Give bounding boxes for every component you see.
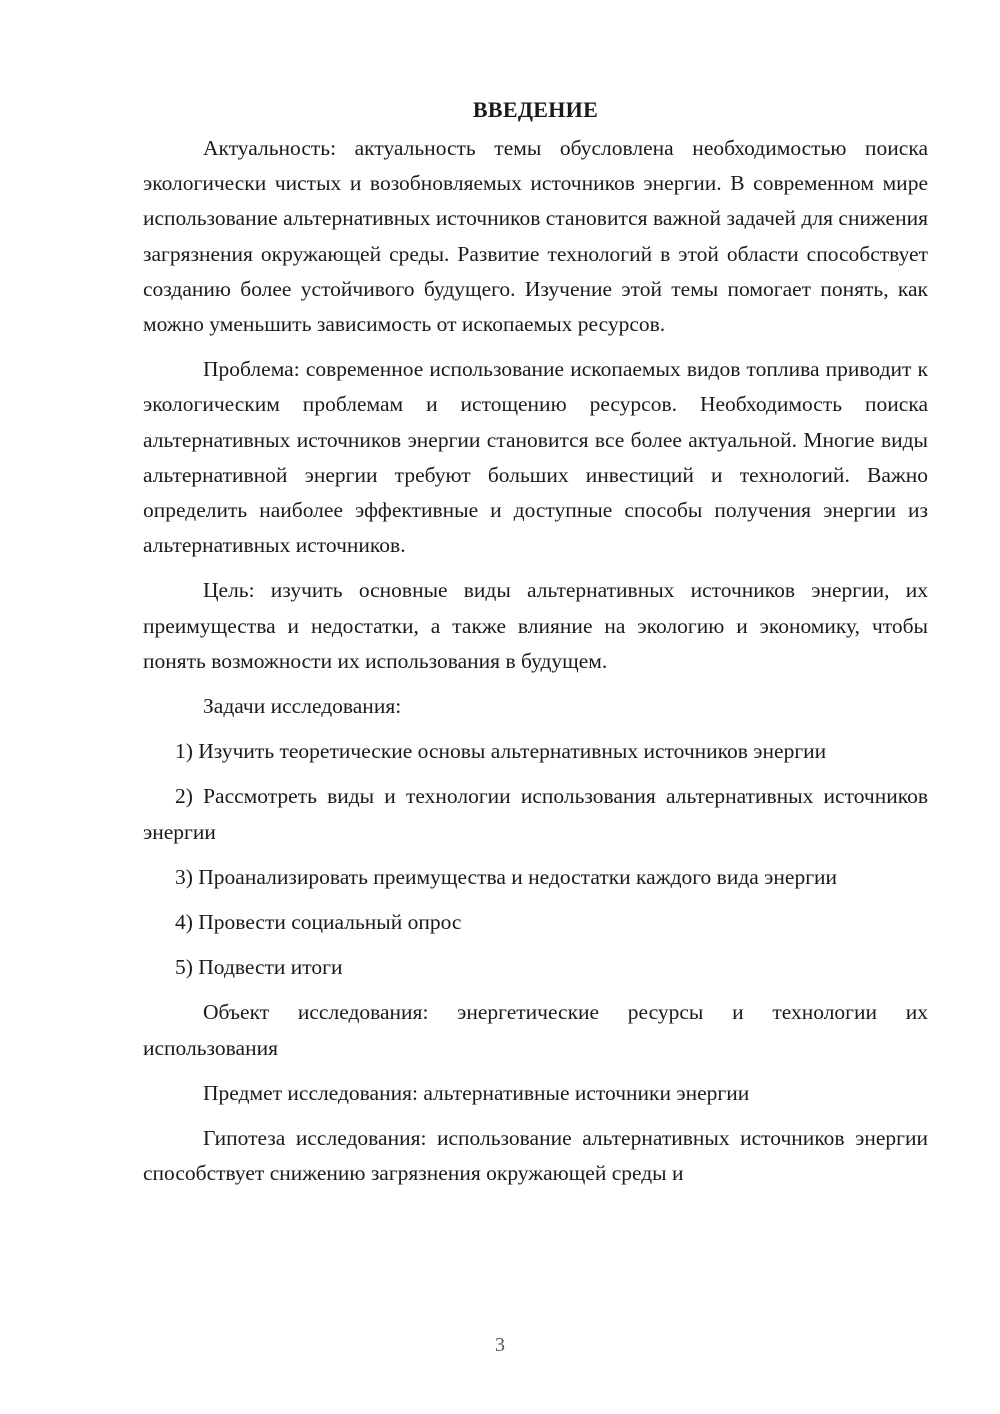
paragraph-subject: Предмет исследования: альтернативные источники энергии bbox=[203, 1080, 750, 1105]
paragraph-hypothesis: Гипотеза исследования: использование альтернативных источников энергии способствует снижению загрязнения окружающей среды и bbox=[143, 1126, 928, 1186]
paragraph-object: Объект исследования: энергетические ресурсы и технологии их использования bbox=[143, 1000, 928, 1060]
paragraph-goal: Цель: изучить основные виды альтернативных источников энергии, их преимущества и недостатки, а также влияние на экологию и экономику, чтобы понять возможности их использования в будущем. bbox=[143, 578, 928, 673]
paragraph-relevance: Актуальность: актуальность темы обусловлена необходимостью поиска экологически чистых и возобновляемых источников энергии. В современном мире использование альтернативных источников становится важной задачей для снижения загрязнения окружающей среды. Развитие технологий в этой области способствует созданию более устойчивого будущего. Изучение этой темы помогает понять, как можно уменьшить зависимость от ископаемых ресурсов. bbox=[143, 136, 928, 337]
tasks-heading: Задачи исследования: bbox=[203, 694, 402, 719]
task-item-4: 4) Провести социальный опрос bbox=[175, 910, 462, 935]
section-title: ВВЕДЕНИЕ bbox=[472, 97, 599, 122]
task-item-2: 2) Рассмотреть виды и технологии использования альтернативных источников энергии bbox=[143, 784, 928, 844]
paragraph-problem: Проблема: современное использование ископаемых видов топлива приводит к экологическим проблемам и истощению ресурсов. Необходимость поиска альтернативных источников энергии становится все более актуальной. Многие виды альтернативной энергии требуют больших инвестиций и технологий. Важно определить наиболее эффективные и доступные способы получения энергии из альтернативных источников. bbox=[143, 357, 928, 558]
document-page bbox=[143, 92, 928, 1201]
task-item-5: 5) Подвести итоги bbox=[175, 955, 343, 980]
page-number: 3 bbox=[495, 1334, 505, 1356]
task-item-1: 1) Изучить теоретические основы альтернативных источников энергии bbox=[175, 739, 827, 764]
task-item-3: 3) Проанализировать преимущества и недостатки каждого вида энергии bbox=[175, 864, 838, 889]
